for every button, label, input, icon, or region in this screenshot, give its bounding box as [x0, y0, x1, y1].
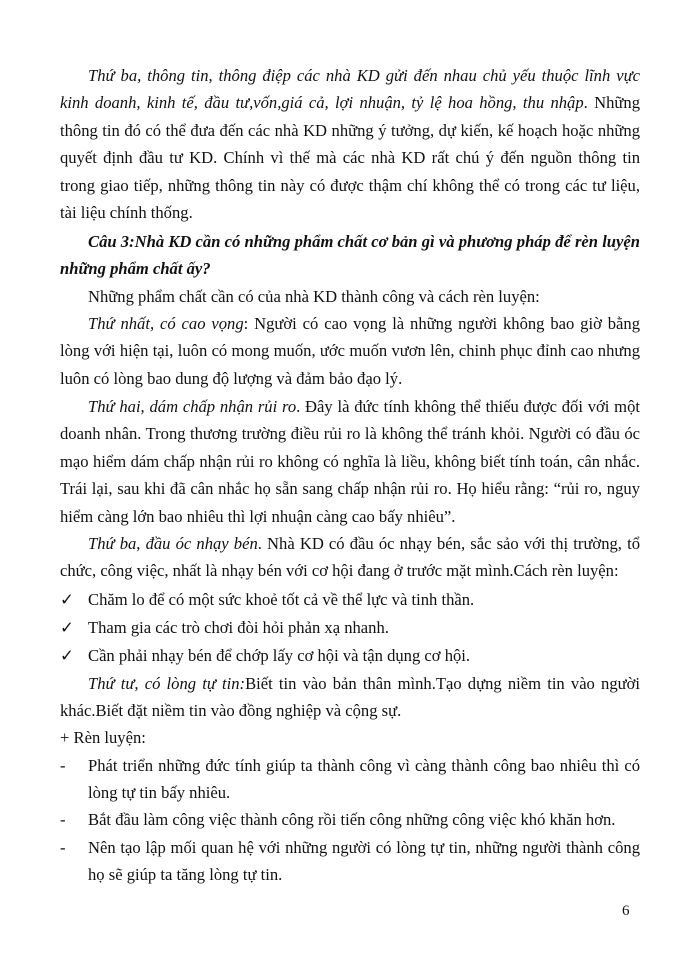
checklist-item — [60, 586, 640, 613]
paragraph-thu-ba-dau-oc — [60, 530, 640, 585]
paragraph-lead-italic: Thứ ba, đầu óc nhạy bén — [88, 534, 258, 553]
paragraph-lead-italic: Thứ ba, thông tin, thông điệp các nhà KD gửi đến nhau chủ yếu thuộc lĩnh vực kinh doanh, kinh tế, đầu tư,vốn,giá cả, lợi nhuận, tỷ lệ hoa hồng, thu nhập — [60, 66, 640, 113]
dash-list-item — [60, 752, 640, 807]
intro-line: Những phẩm chất cần có của nhà KD thành công và cách rèn luyện: — [88, 287, 540, 306]
paragraph-body: : Người có cao vọng là những người không bao giờ bằng lòng với hiện tại, luôn có mong muốn, ước muốn vươn lên, chinh phục đỉnh cao nhưng luôn có lòng bao dung độ lượng và đảm bảo đạo lý. — [60, 314, 640, 388]
dash-bullet: - — [60, 756, 66, 775]
paragraph-thu-nhat — [60, 310, 640, 392]
checkmark-icon: ✓ — [60, 590, 74, 609]
dash-list-item — [60, 834, 640, 889]
paragraph-body: . Những thông tin đó có thể đưa đến các nhà KD những ý tưởng, dự kiến, kế hoạch hoặc những quyết định đầu tư KD. Chính vì thế mà các nhà KD rất chú ý đến nguồn thông tin trong giao tiếp, những thông tin này có được thậm chí không thể có trong các tư liệu, tài liệu chính thống. — [60, 93, 640, 223]
paragraph-body: . Đây là đức tính không thể thiếu được đối với một doanh nhân. Trong thương trường điều rủi ro là không thể tránh khỏi. Người có đầu óc mạo hiểm dám chấp nhận rủi ro không có nghĩa là liều, không biết tính toán, cân nhắc. Trái lại, sau khi đã cân nhắc họ sẵn sang chấp nhận rủi ro. Họ hiểu rằng: “rủi ro, nguy hiểm càng lớn bao nhiêu thì lợi nhuận càng cao bấy nhiêu”. — [60, 397, 640, 526]
question-heading: Câu 3:Nhà KD cần có những phẩm chất cơ bản gì và phương pháp để rèn luyện những phẩm chất ấy? — [60, 232, 640, 279]
checklist-item-text: Cần phải nhạy bén để chớp lấy cơ hội và tận dụng cơ hội. — [88, 646, 471, 665]
dash-list-item-text: Bắt đầu làm công việc thành công rồi tiến công những công việc khó khăn hơn. — [88, 810, 616, 829]
dash-list-item — [60, 806, 640, 833]
dash-list-item-text: Nên tạo lập mối quan hệ với những người có lòng tự tin, những người thành công họ sẽ giúp ta tăng lòng tự tin. — [88, 838, 640, 885]
checklist-item — [60, 642, 640, 669]
paragraph-body: Biết tin vào bản thân mình.Tạo dựng niềm tin vào người khác.Biết đặt niềm tin vào đồng nghiệp và cộng sự. — [60, 674, 640, 721]
checkmark-icon: ✓ — [60, 646, 74, 665]
training-label: + Rèn luyện: — [60, 728, 146, 747]
checklist-item-text: Tham gia các trò chơi đòi hỏi phản xạ nhanh. — [88, 618, 389, 637]
dash-bullet: - — [60, 838, 66, 857]
paragraph-thu-tu — [60, 670, 640, 725]
paragraph-thu-ba-thong-tin — [60, 62, 640, 226]
page-number: 6 — [622, 903, 630, 919]
paragraph-lead-italic: Thứ tư, có lòng tự tin: — [88, 674, 246, 693]
checklist-item-text: Chăm lo để có một sức khoẻ tốt cả về thể lực và tinh thần. — [88, 590, 475, 609]
dash-bullet: - — [60, 810, 66, 829]
checkmark-icon: ✓ — [60, 618, 74, 637]
paragraph-body: . Nhà KD có đầu óc nhạy bén, sắc sảo với thị trường, tổ chức, công việc, nhất là nhạy bén với cơ hội đang ở trước mặt mình.Cách rèn luyện: — [60, 534, 640, 581]
dash-list-item-text: Phát triển những đức tính giúp ta thành công vì càng thành công bao nhiêu thì có lòng tự tin bấy nhiêu. — [88, 756, 640, 803]
paragraph-thu-hai — [60, 393, 640, 530]
checklist-item — [60, 614, 640, 641]
paragraph-lead-italic: Thứ hai, dám chấp nhận rủi ro — [88, 397, 297, 416]
paragraph-lead-italic: Thứ nhất, có cao vọng — [88, 314, 244, 333]
